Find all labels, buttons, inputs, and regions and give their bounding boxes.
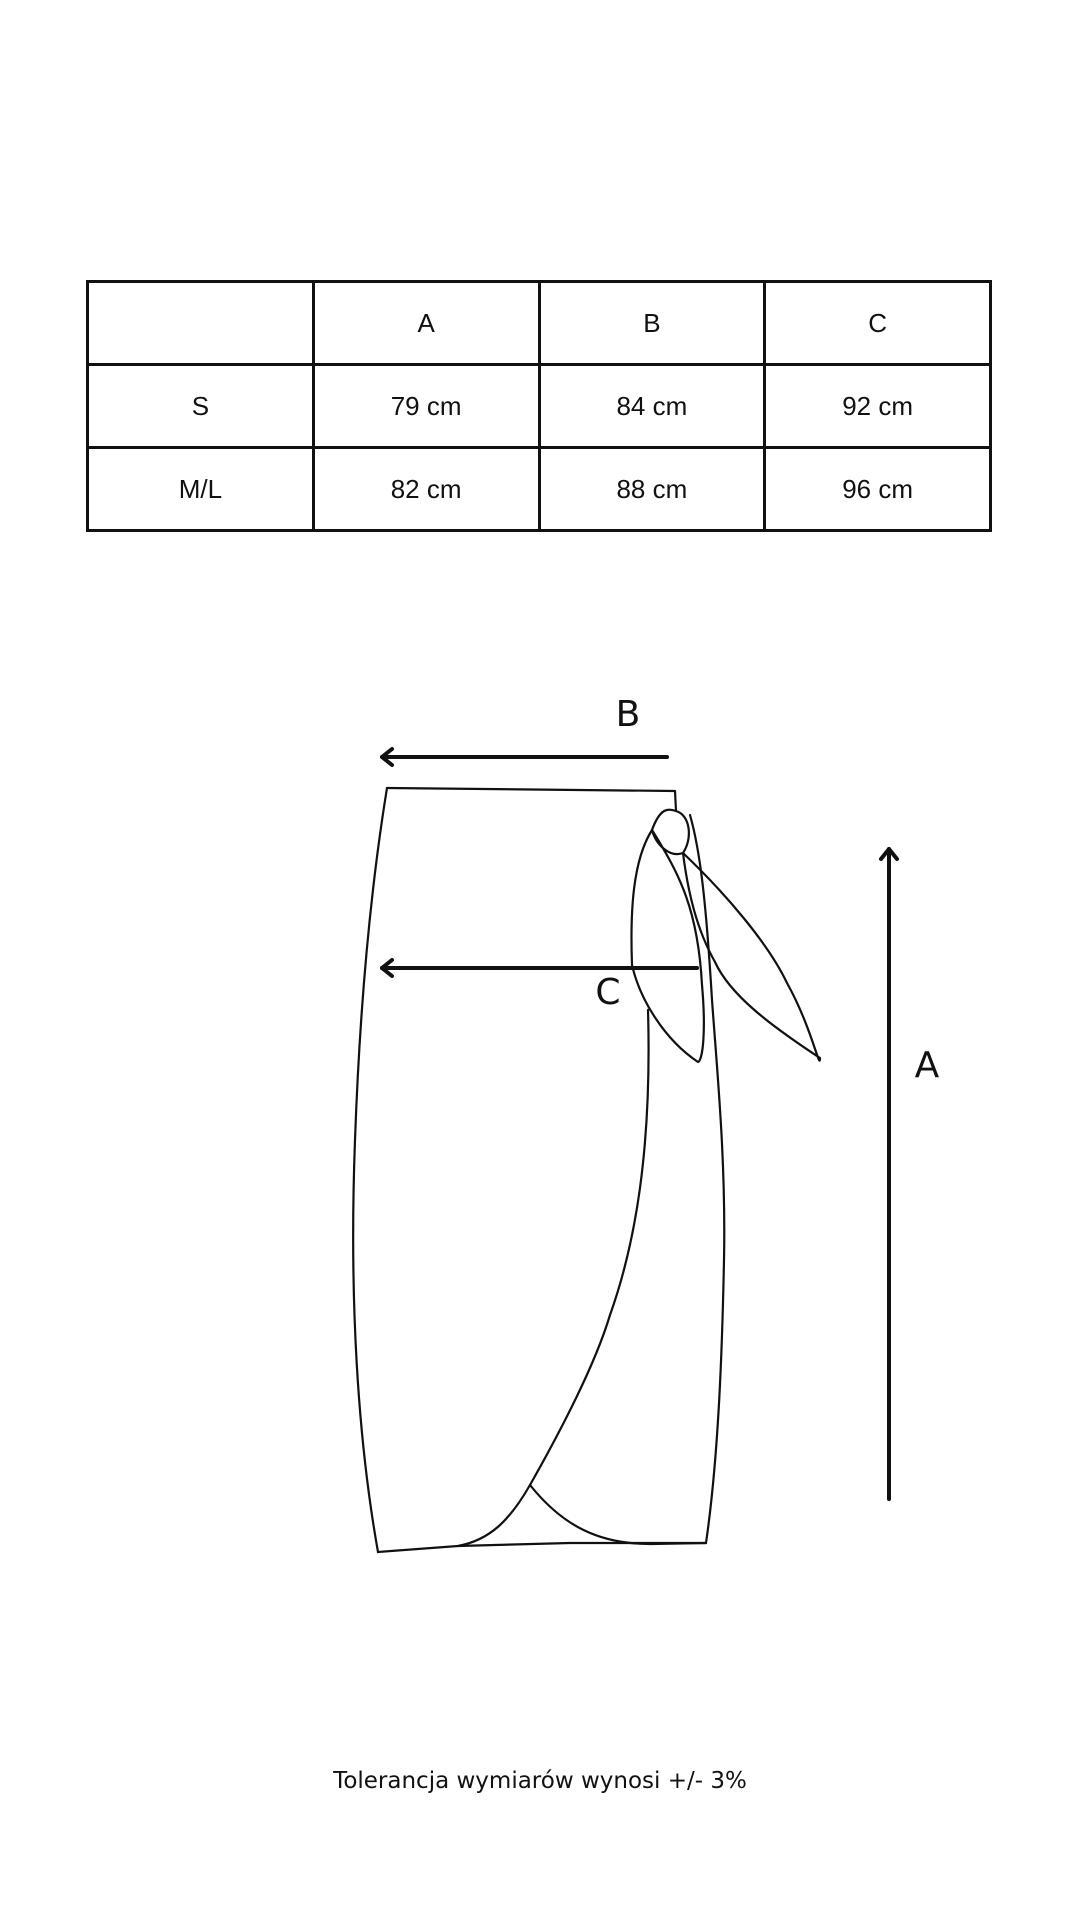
tolerance-note: Tolerancja wymiarów wynosi +/- 3%	[333, 1768, 747, 1794]
table-cell: 79 cm	[313, 365, 539, 448]
table-cell: 92 cm	[765, 365, 991, 448]
skirt-outline	[353, 788, 820, 1552]
measurement-arrow-c	[382, 960, 697, 976]
table-header-cell: A	[313, 282, 539, 365]
table-cell: 88 cm	[539, 448, 765, 531]
table-cell: M/L	[88, 448, 314, 531]
table-header-cell: C	[765, 282, 991, 365]
table-cell: 84 cm	[539, 365, 765, 448]
table-cell: 82 cm	[313, 448, 539, 531]
measurement-arrow-b	[382, 749, 667, 765]
measurement-label-a: A	[914, 1045, 940, 1086]
measurement-label-b: B	[615, 694, 641, 735]
table-header-cell: B	[539, 282, 765, 365]
measurement-arrow-a	[881, 849, 897, 1499]
measurement-label-c: C	[595, 972, 621, 1013]
table-cell: S	[88, 365, 314, 448]
table-cell: 96 cm	[765, 448, 991, 531]
